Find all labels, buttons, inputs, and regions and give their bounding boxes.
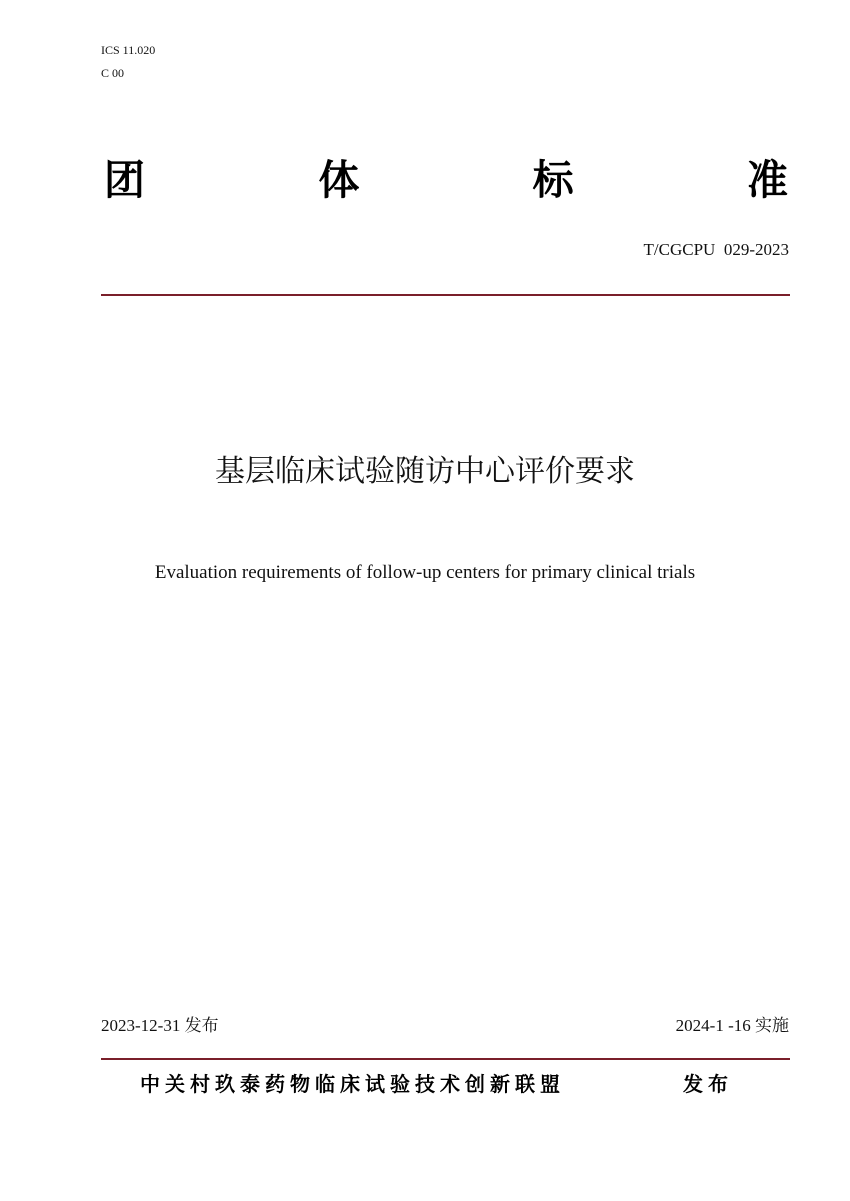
standard-type-heading: [104, 152, 788, 208]
ccs-code: C 00: [101, 66, 125, 80]
implementation-date: 2024-1 -16 实施: [675, 1016, 789, 1035]
publish-label: 发布: [683, 1072, 733, 1096]
standard-type-char: 标: [532, 156, 574, 204]
top-divider: [101, 294, 790, 296]
document-title-cn: 基层临床试验随访中心评价要求: [215, 454, 635, 489]
standard-type-char: 体: [318, 156, 360, 204]
bottom-divider: [101, 1058, 790, 1060]
document-title-en: Evaluation requirements of follow-up centers for primary clinical trials: [154, 562, 696, 583]
ics-code: ICS 11.020: [101, 43, 156, 57]
publisher-name: 中关村玖泰药物临床试验技术创新联盟: [140, 1072, 565, 1096]
standard-type-char: 团: [104, 156, 145, 204]
standard-type-char: 准: [746, 156, 788, 204]
standard-number: T/CGCPU 029-2023: [643, 240, 789, 259]
issue-date: 2023-12-31 发布: [101, 1016, 219, 1035]
